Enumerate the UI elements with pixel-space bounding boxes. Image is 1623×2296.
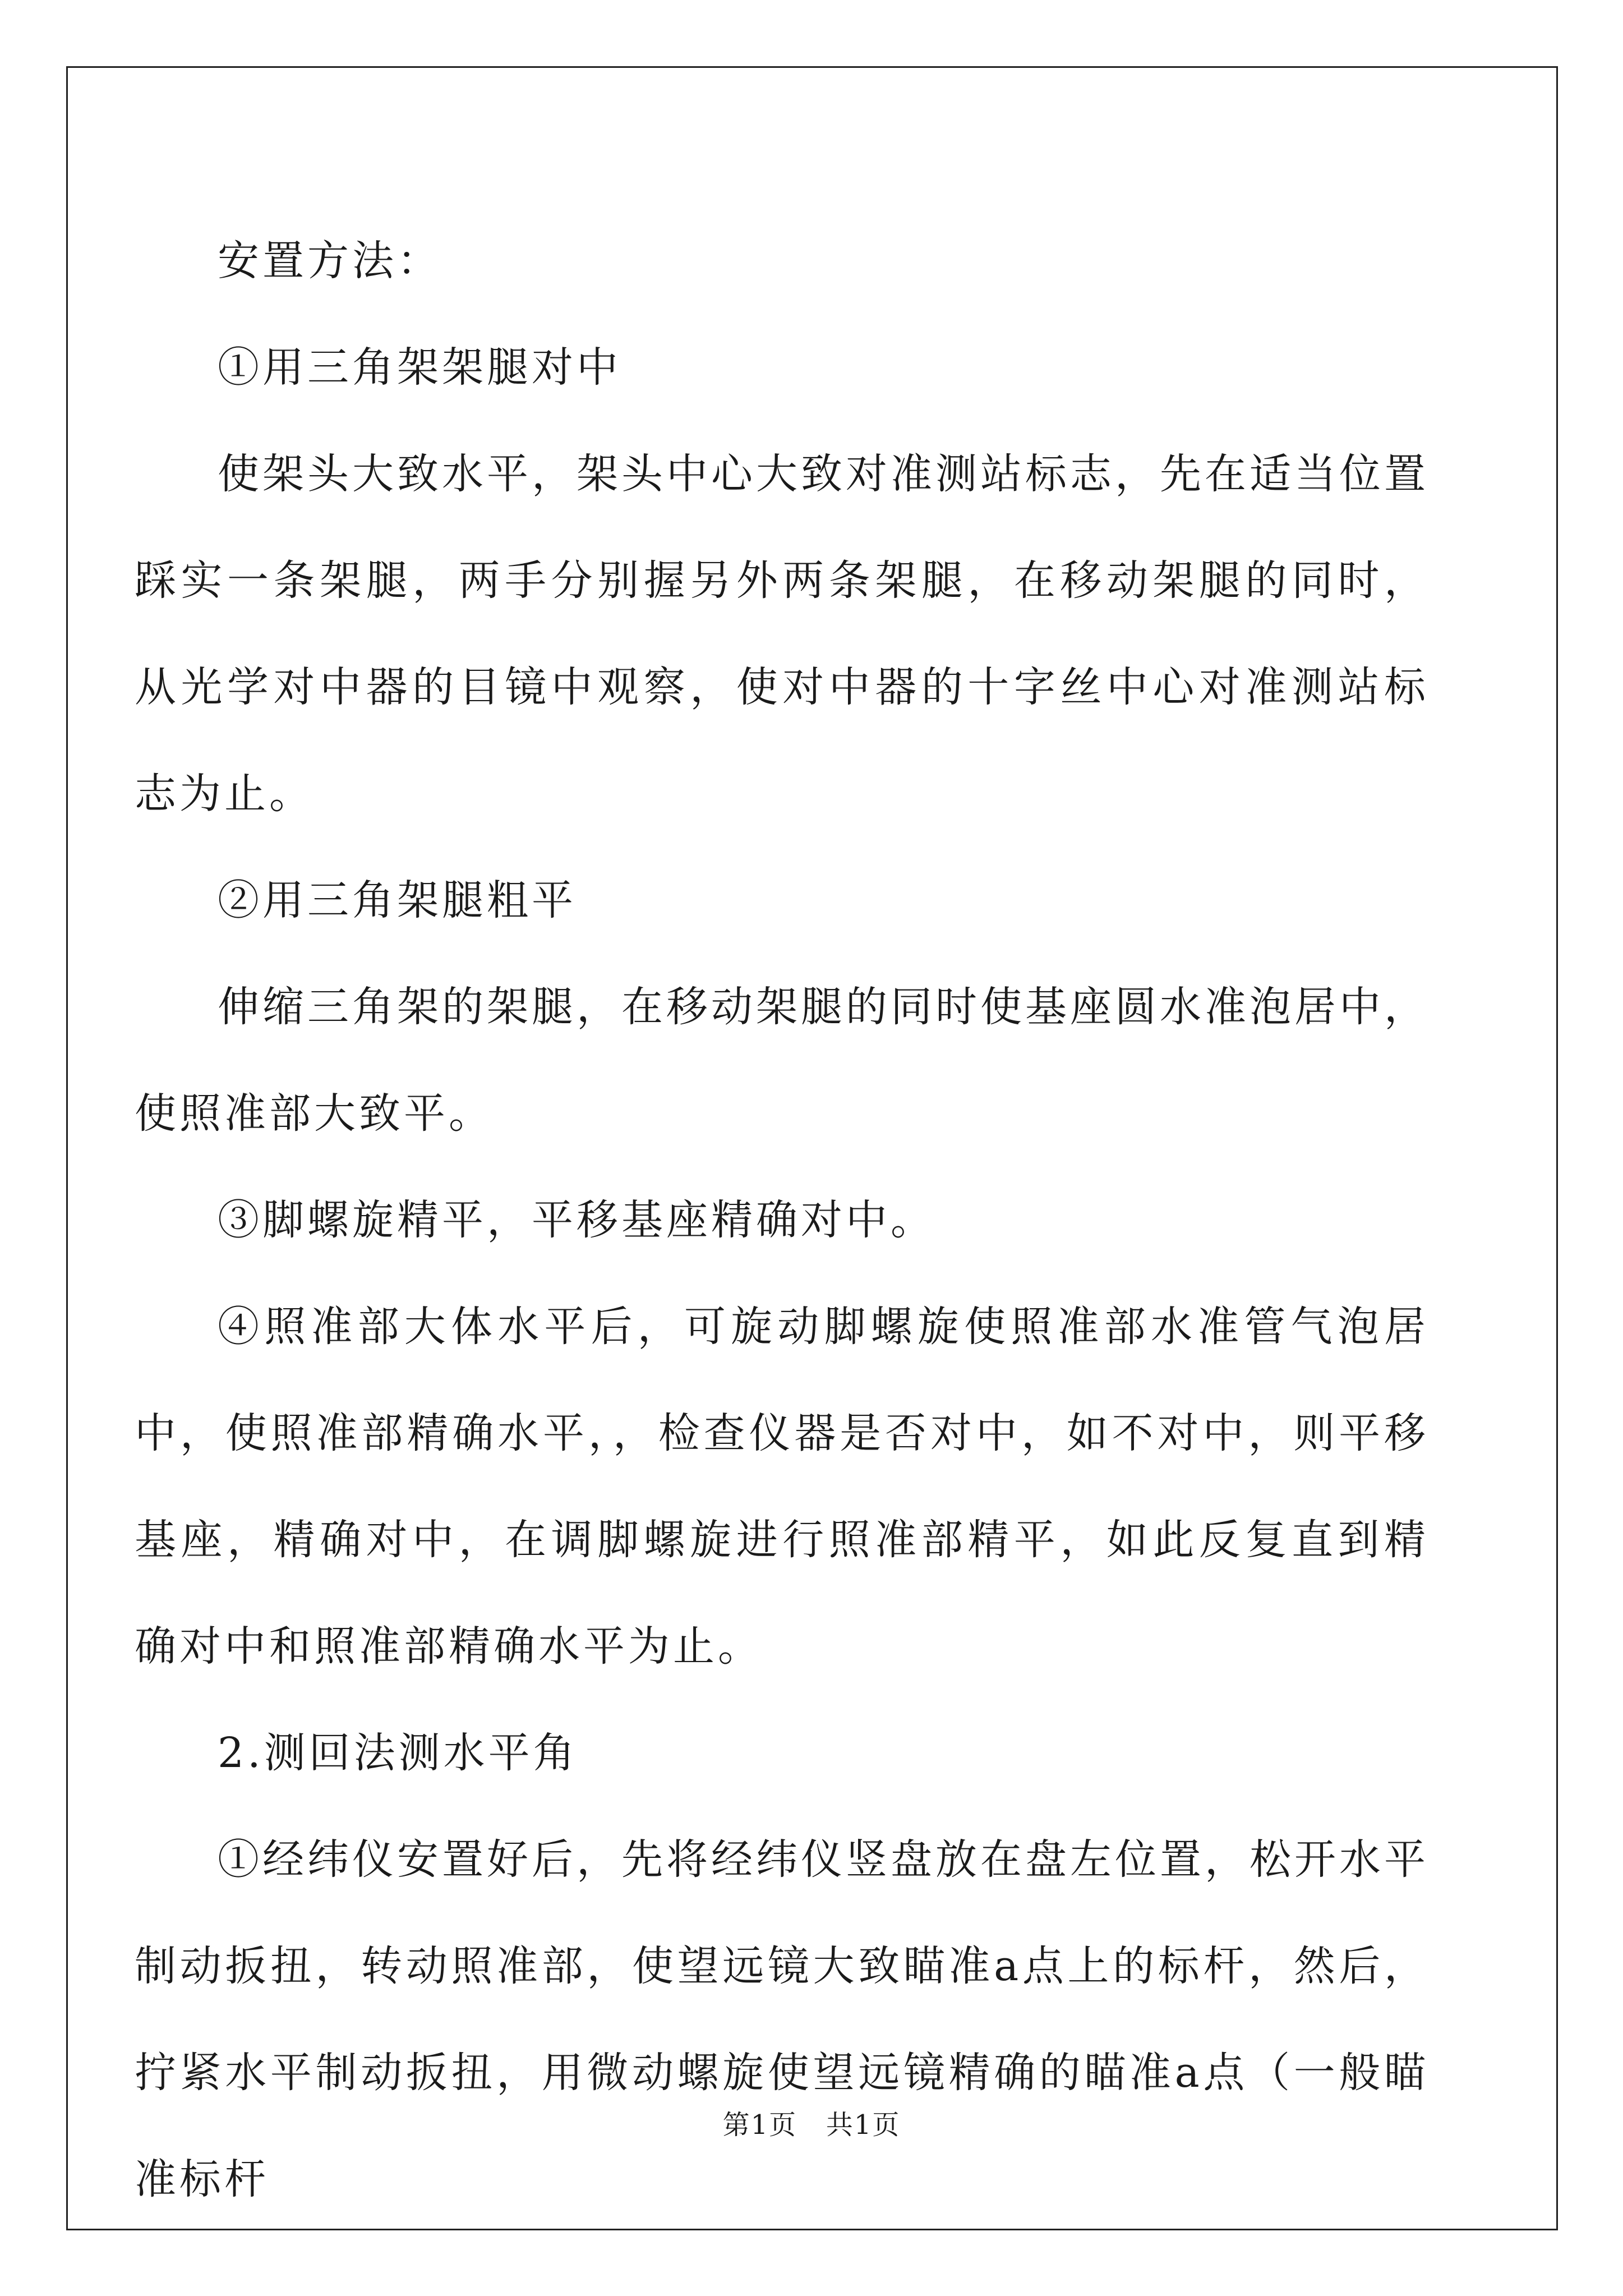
footer-spacer [797,2109,826,2141]
paragraph-step-3: ③脚螺旋精平，平移基座精确对中。 [218,1196,935,1244]
paragraph-step-1-body: 使架头大致水平，架头中心大致对准测站标志，先在适当位置踩实一条架腿，两手分别握另外两条架腿，在移动架腿的同时，从光学对中器的目镜中观察，使对中器的十字丝中心对准测站标志为止。 [135,450,1429,818]
paragraph-step-4: ④照准部大体水平后，可旋动脚螺旋使照准部水准管气泡居中，使照准部精确水平，，检查仪器是否对中，如不对中，则平移基座，精确对中，在调脚螺旋进行照准部精平，如此反复直到精确对中和照准部精确水平为止。 [135,1303,1429,1671]
paragraph-step-2-body: 伸缩三角架的架腿，在移动架腿的同时使基座圆水准泡居中，使照准部大致平。 [135,983,1429,1138]
page-number-total: 共1页 [826,2109,901,2141]
paragraph-heading-setup-method: 安置方法： [218,237,442,285]
page-number-current: 第1页 [722,2109,797,2141]
paragraph-step-2-title: ②用三角架腿粗平 [218,876,577,924]
page-footer [0,2108,1623,2142]
paragraph-step-1-title: ①用三角架架腿对中 [218,343,621,392]
paragraph-section-2-step-1: ①经纬仪安置好后，先将经纬仪竖盘放在盘左位置，松开水平制动扳扭，转动照准部，使望远镜大致瞄准a点上的标杆，然后，拧紧水平制动扳扭，用微动螺旋使望远镜精确的瞄准a点（一般瞄准标杆 [135,1835,1429,2203]
paragraph-section-2-heading: 2.测回法测水平角 [218,1729,578,1777]
document-body [135,208,1429,2233]
